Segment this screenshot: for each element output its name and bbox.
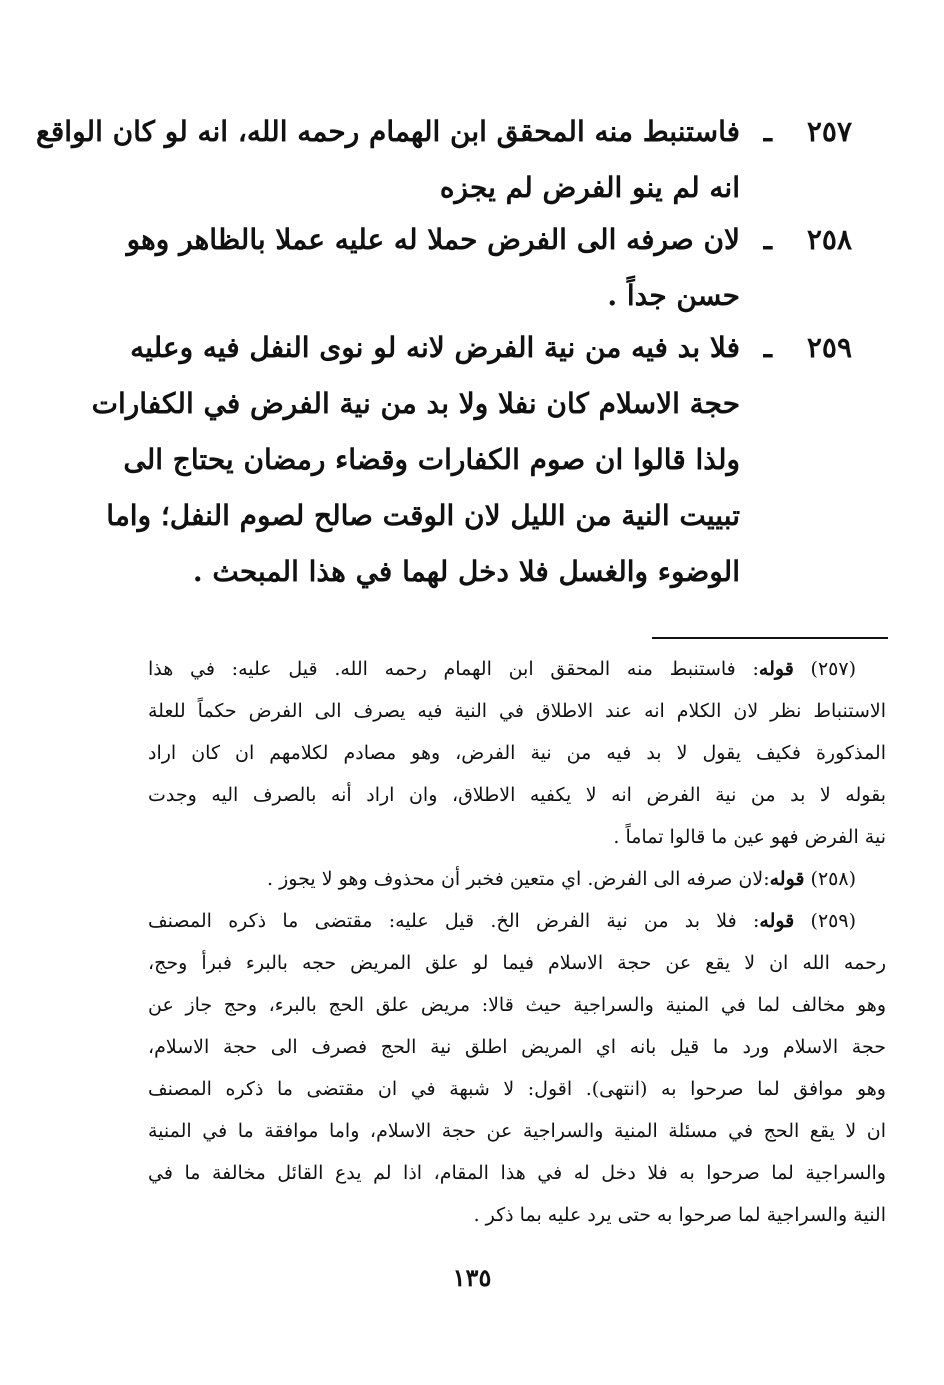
entry-line: الوضوء والغسل فلا دخل لهما في هذا المبحث .: [192, 555, 740, 588]
entry-257: [36, 104, 852, 216]
footnote-259-line: ان لا يقع الحج في مسئلة المنية والسراجية عن حجة الاسلام، واما موافقة ما في المنية: [148, 1120, 886, 1142]
footnote-separator: [652, 637, 888, 639]
footnote-257-line: نية الفرض فهو عين ما قالوا تماماً .: [613, 826, 886, 848]
footnote-257-line: المذكورة فكيف يقول لا بد فيه من نية الفرض، وهو مصادم لكلامهم ان كان اراد: [148, 742, 886, 764]
entry-dash: ـ: [763, 331, 772, 364]
entry-line: انه لم ينو الفرض لم يجزه: [439, 171, 740, 204]
footnote-259-line: وهو موافق لما صرحوا به (انتهى). اقول: لا شبهة في ان مقتضى ما ذكره المصنف: [148, 1078, 886, 1100]
entry-line: تبييت النية من الليل لان الوقت صالح لصوم النفل؛ واما: [106, 499, 740, 532]
entry-line: ولذا قالوا ان صوم الكفارات وقضاء رمضان يحتاج الى: [123, 443, 740, 476]
entry-text: [126, 212, 740, 324]
footnote-ref: (٢٥٨): [810, 868, 856, 890]
footnotes: [148, 648, 886, 1236]
entry-number: ٢٥٨: [806, 223, 852, 256]
footnote-text: : فاستنبط منه المحقق ابن الهمام رحمه الله. قيل عليه: في هذا: [148, 658, 759, 680]
entry-258: [126, 212, 852, 324]
entry-number: ٢٥٧: [806, 115, 852, 148]
page-number: ١٣٥: [452, 1263, 492, 1292]
footnote-259-line: [148, 900, 886, 942]
entry-text: [36, 104, 740, 216]
footnote-ref: (٢٥٧): [810, 658, 856, 680]
entry-line: فاستنبط منه المحقق ابن الهمام رحمه الله، انه لو كان الواقع: [36, 115, 740, 148]
footnote-259-line: رحمه الله ان لا يقع عن حجة الاسلام فيما لو علق المريض حجه بالبرء فبرأ وحج،: [148, 952, 886, 974]
footnote-ref: (٢٥٩): [810, 910, 856, 932]
footnote-259-line: النية والسراجية لما صرحوا به حتى يرد عليه بما ذكر .: [473, 1204, 886, 1226]
footnote-257-line: الاستنباط نظر لان الكلام انه عند الاطلاق في النية فيه يصرف الى الفرض حكماً للعلة: [148, 700, 886, 722]
footnote-text: :لان صرفه الى الفرض. اي متعين فخبر أن محذوف وهو لا يجوز .: [267, 868, 770, 890]
entry-dash: ـ: [763, 115, 772, 148]
footnote-keyword: قوله: [759, 910, 795, 932]
footnote-257-line: بقوله لا بد من نية الفرض انه لا يكفيه الاطلاق، وان اراد أنه بالصرف اليه وجدت: [148, 784, 886, 806]
entry-number: ٢٥٩: [806, 331, 852, 364]
footnote-keyword: قوله: [758, 658, 794, 680]
entry-dash: ـ: [763, 223, 772, 256]
footnote-259-line: وهو مخالف لما في المنية والسراجية حيث قالا: مريض علق الحج بالبرء، وحج جاز عن: [148, 994, 886, 1016]
entry-text: [91, 320, 740, 600]
entry-line: لان صرفه الى الفرض حملا له عليه عملا بالظاهر وهو: [126, 223, 740, 256]
footnote-keyword: قوله: [769, 868, 805, 890]
entry-line: حسن جداً .: [607, 279, 740, 312]
footnote-259-line: والسراجية لما صرحوا به فلا دخل له في هذا المقام، اذا لم يدع القائل مخالفة ما في: [148, 1162, 886, 1184]
entry-259: [91, 320, 852, 600]
footnote-258-line: [148, 858, 886, 900]
entry-line: حجة الاسلام كان نفلا ولا بد من نية الفرض في الكفارات: [91, 387, 740, 420]
footnote-259-line: حجة الاسلام ورد ما قيل بانه اي المريض اطلق نية الحج فصرف الى حجة الاسلام،: [148, 1036, 886, 1058]
entry-line: فلا بد فيه من نية الفرض لانه لو نوى النفل فيه وعليه: [130, 331, 740, 364]
footnote-text: : فلا بد من نية الفرض الخ. قيل عليه: مقتضى ما ذكره المصنف: [148, 910, 760, 932]
footnote-257-line: [148, 648, 886, 690]
